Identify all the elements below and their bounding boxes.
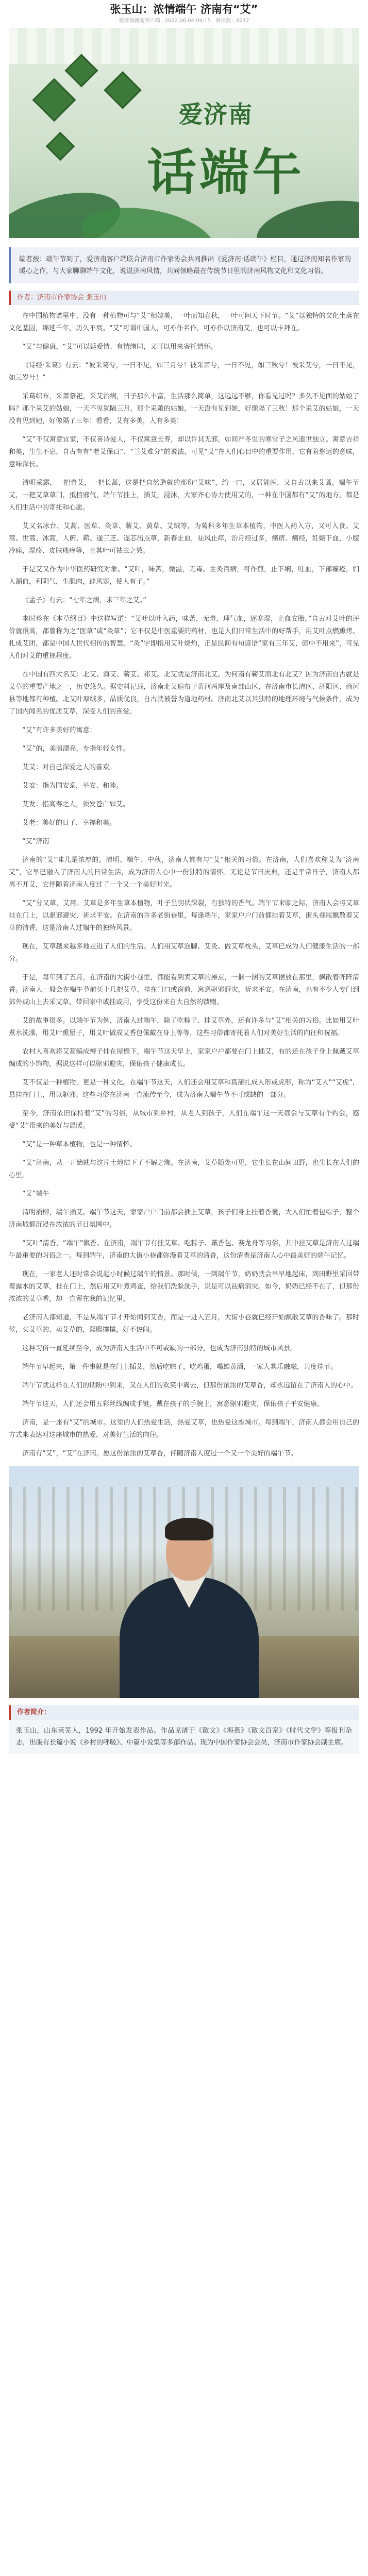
body-paragraph: 《孟子》有云：“七年之病，求三年之艾。” [22, 597, 146, 604]
author-line: 作者：济南市作家协会 张玉山 [9, 291, 359, 305]
banner-big-title: 话端午 [147, 143, 305, 201]
body-paragraph: 艾安：指为国安泰，平安、和睦。 [22, 782, 123, 790]
article-title: 张玉山：浓情端午 济南有“艾” [110, 3, 258, 15]
body-paragraph: 端午节早起来，第一件事就是在门上插艾，然后吃粽子，吃鸡蛋，喝雄黄酒，一家人其乐融融，共度佳节。 [22, 1363, 338, 1371]
article-source[interactable]: 爱济南新闻客户端 [119, 18, 160, 24]
body-paragraph: 济南的“艾”味儿是浓厚的。清明、端午、中秋，济南人都有与“艾”相关的习俗。在济南，人们喜欢称艾为“济南艾”，它早已融入了济南人的日常生活，成为济南人心中一份独特的情怀。无论是节日庆典，还是平常日子，济南人都离不开艾，它伴随着济南人度过了一个又一个美好时光。 [9, 856, 359, 889]
author-photo [9, 1466, 359, 1698]
dragon-boat-banner-image [9, 28, 359, 238]
body-paragraph: 清明插柳，端午插艾。端午节这天，家家户户门前都会插上艾草，孩子们身上挂着香囊，大人们忙着包粽子，整个济南城都沉浸在浓浓的节日氛围中。 [9, 1209, 359, 1229]
article-meta [0, 18, 368, 27]
zongzi-icon [46, 132, 75, 161]
body-paragraph: 艾发：指高寿之人，须发苍白如艾。 [22, 801, 130, 808]
editor-summary: 编者按：端午节到了，爱济南客户端联合济南市作家协会共同推出《爱济南·话端午》栏目，通过济南知名作家的暖心之作，与大家聊聊端午文化，说说济南风情，共同领略最在传统节日里的济南风物文化和文化习俗。 [9, 247, 359, 283]
body-paragraph: 艾的故事很多。以端午节为例，济南人过端午，除了吃粽子、挂艾草外，还有许多与“艾”相关的习俗。比如用艾叶煮水洗澡，用艾叶熏屋子，用艾叶做成艾香包佩戴在身上等等，这些习俗都寄托着人们对美好生活的向往和祝福。 [9, 1017, 359, 1037]
body-paragraph: 济南有“艾”，“艾”在济南。愿这份浓浓的艾草香，伴随济南人度过一个又一个美好的端午节。 [22, 1450, 297, 1458]
body-paragraph: 老济南人都知道，不是从端午节才开始闻到艾香，而是一进入五月，大街小巷就已经开始飘散艾草的香味了。那时候，买艾草的、卖艾草的，熙熙攘攘，好不热闹。 [9, 1314, 359, 1334]
article-body [9, 310, 359, 1460]
article-date: 2022.06.04 09:15 [164, 18, 211, 24]
body-paragraph: “艾”与健康，“艾”可以延爱情、有情绪同，又可以用来寄托情怀。 [22, 343, 217, 351]
body-paragraph: 艾不仅是一种植物，更是一种文化。在端午节这天，人们还会用艾草和菖蒲扎成人形或虎形，称为“艾人”“艾虎”，悬挂在门上，用以驱邪。这些习俗在济南一直流传至今，成为济南人端午节不可或缺的一部分。 [9, 1079, 359, 1099]
body-paragraph: 李时珍在《本草纲目》中这样写道：“艾叶以叶入药，味苦，无毒，理气血，逐寒湿，止血安胎。”自古对艾叶的评价就很高，都曾称为之“医草”或“灸草”；它不仅是中医重要的药材，也是人们日常生活中的好帮手，用艾叶点燃熏烤、扎成艾团，都是中国人世代相传的智慧。“灸”字即指用艾叶烧灼，正是民间有句谚语“家有三年艾，郎中不用来”，可见人们对艾的重视程度。 [9, 615, 359, 660]
banner-small-title: 爱济南 [179, 100, 253, 128]
body-paragraph: “艾”的，美丽漂亮，专指年轻女性。 [22, 745, 130, 753]
body-paragraph: 在中国有四大名艾：北艾、海艾、蕲艾、祁艾。北艾就是济南北艾。为何南有蕲艾而北有北艾？因为济南自古就是艾草的重要产地之一，历史悠久。据史料记载，济南北艾遍布于黄河两岸及南部山区，在济南市长清区、济阳区、商河县等地都有种植。北艾叶厚绒多，品质优良，自古就被誉为道地药材。济南北艾以其独特的地理环境与气候条件，成为了国内闻名的优质艾草，深受人们的喜爱。 [9, 671, 359, 716]
body-paragraph: “艾”是一种草本植物，也是一种情怀。 [22, 1141, 137, 1148]
body-paragraph: 艾艾：对自己深爱之人的喜欢。 [22, 764, 116, 771]
body-paragraph: “艾”有许多美好的寓意： [22, 726, 96, 734]
body-paragraph: 这种习俗一直延续至今，成为济南人生活中不可或缺的一部分，也成为济南独特的城市风景。 [22, 1345, 297, 1352]
body-paragraph: “艾”济南，从一开始就与这片土地结下了不解之缘。在济南，艾草随处可见，它生长在山间田野，也生长在人们的心里。 [9, 1159, 359, 1179]
body-paragraph: 艾老：美好的日子，幸福和美。 [22, 819, 116, 827]
body-paragraph: 采葛织布，采萧祭祀，采艾治病，日子那么丰富，生活那么简单，这远远不够，你看见过吗？多久不见面的姑娘了吗？那个采艾的姑娘，一天不见犹隔三月，那个采萧的姑娘，一天没有见到她，好像隔了三秋！那个采艾的姑娘，一天没有见到她，好像隔了三年！看看，艾有多美，人有多美！ [9, 393, 359, 425]
banner-curtain [9, 28, 359, 64]
body-paragraph: “艾叶”清香，“端午”飘香。在济南，端午节有挂艾草、吃粽子、戴香包、赛龙舟等习俗，其中挂艾草是济南人过端午最重要的习俗之一。每到端午，济南的大街小巷都弥漫着艾草的清香，这份清香是济南人心中最美好的端午记忆。 [9, 1240, 359, 1260]
body-paragraph: 端午节就这样在人们的期盼中到来，又在人们的欢笑中离去，但那份浓浓的艾草香，却永远留在了济南人的心中。 [22, 1382, 358, 1389]
body-paragraph: 于是，每年到了五月，在济南的大街小巷里，都能看到卖艾草的摊点，一捆一捆的艾草摆放在那里，飘散着阵阵清香。济南人一般会在端午节前买上几把艾草，挂在门口或窗前，寓意驱邪避灾，祈求平安。在济南，也有不少人专门到郊外或山上去采艾草，带回家中或挂或用，享受这份来自大自然的馈赠。 [9, 974, 359, 1006]
bio-heading: 作者简介： [9, 1705, 359, 1720]
body-paragraph: 于是艾又作为中华医药研究对象。“艾叶，味苦，微温，无毒。主灸百病，可作煎，止下痢，吐血，下部㿗疮，妇人漏血，利阴气，生肌肉，辟风寒，使人有子。” [9, 566, 359, 586]
body-paragraph: 在中国植物谱里中，没有一种植物可与“艾”相媲美，一叶而知春秋，一叶可问天下时节。“艾”以独特的文化坐落在文化基因，绵延千年，历久不衰。“艾”可谓中国人，可亦作名作，可亦作以济南艾，也可以卡拜在。 [9, 312, 359, 332]
body-paragraph: 端午节这天，人们还会用五彩丝线编成手链，戴在孩子的手腕上，寓意驱邪避灾，保佑孩子平安健康。 [22, 1400, 324, 1408]
body-paragraph: 《诗经·采葛》有云：“彼采葛兮，一日不见，如三月兮！彼采萧兮，一日不见，如三秋兮！彼采艾兮，一日不见，如三岁兮！” [9, 362, 359, 382]
body-paragraph: 艾又名冰台、艾蒿、医草、灸草、蕲艾、黄草、艾绒等，为菊科多年生草本植物，中医入药入方，又可入食。艾蒿、世蒿、冰蒿，人蔚、蕲、遂三芝、遂芯出点草，新春止血，祛风止痒，治月经过多，痛痹、痛经，妊娠下血，小腹冷痛，湿疹、皮肤瘙痒等，且其叶可祛虫之效。 [9, 522, 359, 555]
body-paragraph: 现在，一家老人还时常会说起小时候过端午的情景。那时候，一到端午节，奶奶就会早早地起床，到田野里采回带着露水的艾草，挂在门上，然后用艾叶煮鸡蛋，给我们洗脸洗手，说是可以祛病消灾。如今，奶奶已经不在了，但那份浓浓的艾草香，却一直留在我的记忆里。 [9, 1270, 359, 1303]
body-paragraph: 济南，是一座有“艾”的城市。这里的人们热爱生活，热爱艾草，也热爱这座城市。每到端午，济南人都会用自己的方式来表达对这座城市的热爱，对美好生活的向往。 [9, 1419, 359, 1439]
body-paragraph: 现在，艾草越来越多地走进了人们的生活。人们用艾草泡脚、艾灸、做艾草枕头，艾草已成为人们健康生活的一部分。 [9, 943, 359, 963]
body-paragraph: 清明采露，一把青艾，一把长蒿，这是把自然造就的那份“艾味”，给一口，又居能医，又自古以来艾蒿，端午节艾，一把艾草草门，抵挡邪气，端午节挂上，插艾，浸沐，大家齐心协力使用艾的，一种在中国都有“艾”的地方，都是人们生活中的寄托和心愿。 [9, 479, 359, 512]
zongzi-icon [32, 78, 76, 122]
author-hair [165, 1518, 213, 1540]
body-paragraph: “艾”端午 [22, 1190, 49, 1198]
author-bio: 张玉山，山东莱芜人，1992 年开始发表作品。作品见诸于《散文》《海燕》《散文百家》《时代文学》等报刊杂志，出版有长篇小说《乡村的呼吸》、中篇小说集等多部作品。现为中国作家协会会员，济南市作家协会副主席。 [9, 1720, 359, 1754]
body-paragraph: “艾”济南 [22, 838, 49, 845]
body-paragraph: “艾”不仅寓意宜家，不仅喜诗爱人，不仅寓意长寿，却以许其无邪，如同严冬里的寒雪子之风遗世独立。寓意吉祥和美，生生不息，自古有有“老艾保百”、“兰艾难分”的说法，可见“艾”在人们心目中的重要作用，它有着悠远的意味，意味深长。 [9, 436, 359, 468]
body-paragraph: 农村人喜欢将艾蒿编成辫子挂在屋檐下，端午节这天早上，家家户户都要在门上插艾，有的还在孩子身上佩戴艾草编成的小饰物，据说这样可以驱邪避灾，保佑孩子健康成长。 [9, 1048, 359, 1068]
body-paragraph: “艾”分又草，艾蒿。艾草是多年生草本植物，叶子呈羽状深裂，有独特的香气。端午节来临之际，济南人会将艾草挂在门上，以驱邪避灾、祈求平安。在济南的许多老街巷里，每逢端午，家家户户门前都挂着艾草，街头巷尾飘散着艾草的清香，这是济南人过端午的独特风景。 [9, 900, 359, 932]
zongzi-icon [104, 71, 142, 109]
article-views: 阅读数：8217 [215, 18, 249, 24]
body-paragraph: 至今，济南依旧保持着“艾”的习俗，从城市到乡村，从老人到孩子，人们在端午这一天都会与艾草有个约会，感受“艾”带来的美好与温暖。 [9, 1110, 359, 1130]
